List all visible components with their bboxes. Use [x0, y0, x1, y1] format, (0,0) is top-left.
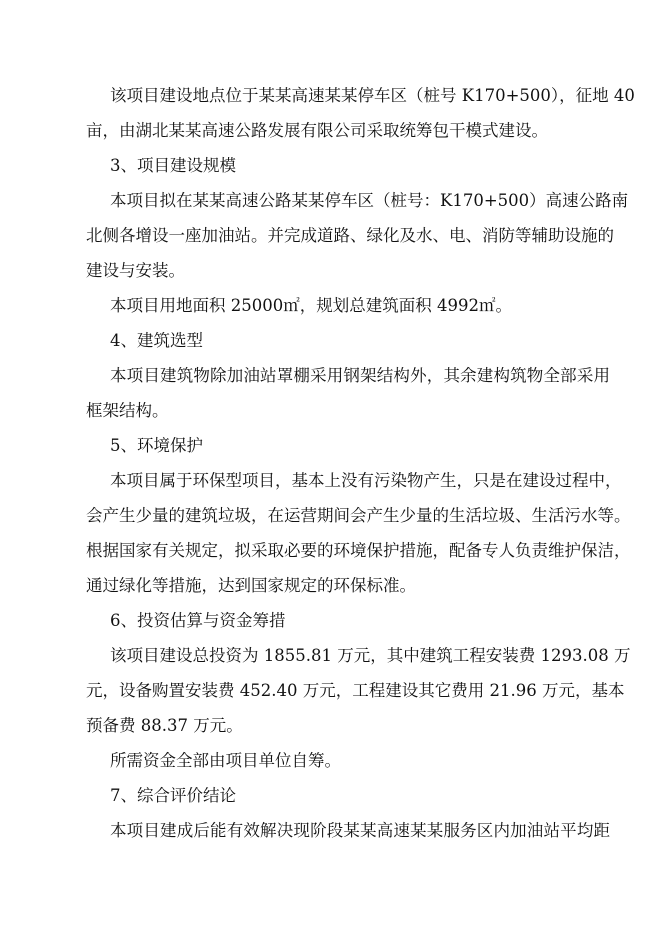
paragraph-funding: 所需资金全部由项目单位自筹。	[110, 751, 341, 770]
paragraph-scale-line-1: 本项目拟在某某高速公路某某停车区（桩号：K170+500）高速公路南	[110, 191, 629, 210]
paragraph-building-type-line-2: 框架结构。	[86, 401, 169, 420]
heading-conclusion: 7、综合评价结论	[110, 786, 236, 805]
heading-investment: 6、投资估算与资金筹措	[110, 611, 286, 630]
paragraph-conclusion-line-1: 本项目建成后能有效解决现阶段某某高速某某服务区内加油站平均距	[110, 821, 610, 840]
paragraph-scale-line-2: 北侧各增设一座加油站。并完成道路、绿化及水、电、消防等辅助设施的	[86, 226, 614, 245]
paragraph-environment-line-1: 本项目属于环保型项目，基本上没有污染物产生，只是在建设过程中，	[110, 471, 622, 490]
paragraph-scale-line-3: 建设与安装。	[86, 261, 185, 280]
paragraph-environment-line-4: 通过绿化等措施，达到国家规定的环保标准。	[86, 576, 416, 595]
paragraph-investment-line-3: 预备费 88.37 万元。	[86, 716, 243, 735]
paragraph-building-type-line-1: 本项目建筑物除加油站罩棚采用钢架结构外，其余建构筑物全部采用	[110, 366, 610, 385]
heading-environment: 5、环境保护	[110, 436, 203, 455]
paragraph-environment-line-3: 根据国家有关规定，拟采取必要的环境保护措施，配备专人负责维护保洁，	[86, 541, 631, 560]
paragraph-investment-line-2: 元，设备购置安装费 452.40 万元，工程建设其它费用 21.96 万元，基本	[86, 681, 625, 700]
paragraph-location-line-2: 亩，由湖北某某高速公路发展有限公司采取统筹包干模式建设。	[86, 121, 548, 140]
paragraph-location-line-1: 该项目建设地点位于某某高速某某停车区（桩号 K170+500），征地 40	[110, 86, 635, 105]
heading-construction-scale: 3、项目建设规模	[110, 156, 236, 175]
paragraph-environment-line-2: 会产生少量的建筑垃圾，在运营期间会产生少量的生活垃圾、生活污水等。	[86, 506, 631, 525]
paragraph-investment-line-1: 该项目建设总投资为 1855.81 万元，其中建筑工程安装费 1293.08 万	[110, 646, 631, 665]
heading-building-type: 4、建筑选型	[110, 331, 203, 350]
paragraph-land-area: 本项目用地面积 25000㎡，规划总建筑面积 4992㎡。	[110, 296, 512, 315]
